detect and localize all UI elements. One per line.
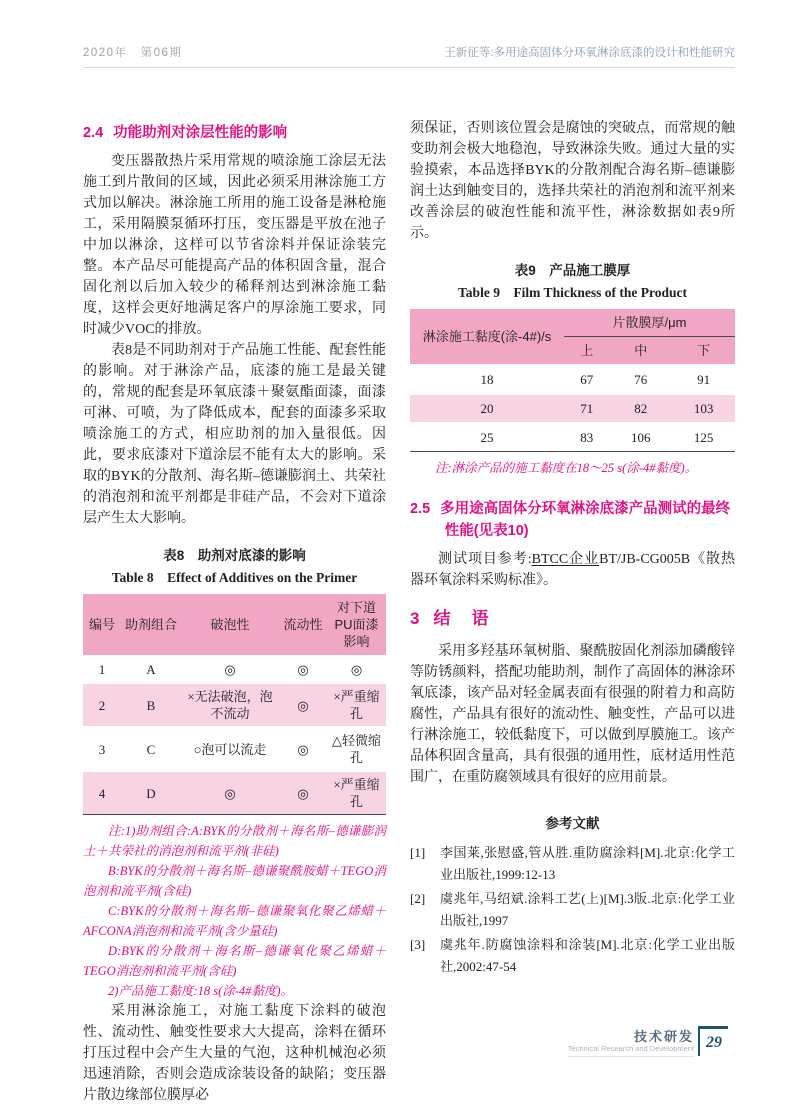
table-row [83,727,386,771]
table9-subheader-cell: 中 [609,337,672,366]
page-footer [568,1026,728,1057]
table-cell: 91 [672,365,735,394]
issue-label: 2020年 第06期 [83,47,183,59]
section-number: 3 [410,609,422,628]
table9-caption-en: Table 9 Film Thickness of the Product [458,285,687,300]
section-number: 2.5 [410,501,431,517]
page-number-box [698,1026,728,1056]
table-row [83,771,386,815]
table-cell: 67 [564,365,609,394]
table-row [410,423,735,452]
table-cell: ◎ [279,683,327,727]
table8-header-cell: 助剂组合 [121,594,181,656]
section-2-4-heading [83,122,386,144]
section-title: 结 语 [433,609,491,628]
table9-subheader-cell: 下 [672,337,735,366]
table-cell: ◎ [279,656,327,683]
section-3-heading [410,607,735,631]
table-note-line: B:BYK的分散剂＋海名斯–德谦聚酰胺蜡＋TEGO消泡剂和流平剂(含硅) [83,864,386,898]
reference-text: 虞兆年.防腐蚀涂料和涂装[M].北京:化学工业出版社,2002:47-54 [440,937,735,974]
reference-text: 虞兆年,马绍斌.涂料工艺(上)[M].3版.北京:化学工业出版社,1997 [440,891,735,928]
footer-label-zh: 技术研发 [633,1029,694,1044]
left-column [83,118,386,1106]
table-cell: ◎ [181,771,279,815]
paragraph: 采用淋涂施工，对施工黏度下涂料的破泡性、流动性、触变性要求大大提高，涂料在循环打压过程中会产生大量的气泡，这种机械泡必须迅速消除，否则会造成涂装设备的缺陷；变压器片散边缘部位膜厚必 [83,1004,386,1103]
table-cell: D [121,771,181,815]
paragraph: 须保证，否则该位置会是腐蚀的突破点，而常规的触变助剂会极大地稳泡，导致淋涂失败。通过大量的实验摸索，本品选择BYK的分散剂配合海名斯–德谦膨润土达到触变目的，选择共荣社的消泡剂和流平剂来改善涂层的破泡性能和流平性，淋涂数据如表9所示。 [410,121,735,241]
table-cell: ◎ [279,727,327,771]
table-cell: 18 [410,365,564,394]
section-title: 功能助剂对涂层性能的影响 [113,125,288,141]
table9-group-header: 片散膜厚/μm [564,309,735,337]
table-cell: ○泡可以流走 [181,727,279,771]
underlined-text: BTCC企业 [531,552,600,567]
table8-header-cell: 对下道PU面漆影响 [327,594,386,656]
page-header [83,44,735,68]
table-cell: 71 [564,394,609,423]
references-title: 参考文献 [545,816,600,831]
table-cell: ×严重缩孔 [327,771,386,815]
table-cell: 125 [672,423,735,452]
reference-item [410,934,735,978]
section-number: 2.4 [83,125,104,141]
table-cell: ◎ [279,771,327,815]
text-run: BT/JB-CG005B《散热器环氧涂料采购标准》。 [410,552,736,588]
table8-caption-en: Table 8 Effect of Additives on the Primer [111,570,358,585]
table-cell: 83 [564,423,609,452]
table9-note: 注:淋涂产品的施工黏度在18～25 s(涂-4#黏度)。 [435,461,698,475]
table-cell: ◎ [327,656,386,683]
table-cell: 2 [83,683,121,727]
paragraph [410,549,735,591]
table-cell: 3 [83,727,121,771]
reference-number: [3] [410,937,426,952]
table-cell: 106 [609,423,672,452]
table-row [83,656,386,683]
table-cell: ×无法破泡，泡不流动 [181,683,279,727]
page-number: 29 [706,1033,722,1051]
text-run: 测试项目参考: [438,552,532,567]
right-column [410,118,735,1106]
table-cell: C [121,727,181,771]
table-cell: 82 [609,394,672,423]
table-note-line: D:BYK的分散剂＋海名斯–德谦氧化聚乙烯蜡＋TEGO消泡剂和流平剂(含硅) [83,944,386,978]
footer-section-label [568,1029,694,1057]
table-row [83,683,386,727]
conclusion-paragraph: 采用多羟基环氧树脂、聚酰胺固化剂添加磷酸锌等防锈颜料，搭配功能助剂，制作了高固体的淋涂环氧底漆，该产品对轻金属表面有很强的附着力和高防腐性，产品具有很好的流动性、触变性，产品可以进行淋涂施工，较低黏度下，可以做到厚膜施工。该产品体积固含量高，具有很强的通用性，底材适用性范围广，在重防腐领域具有很好的应用前景。 [410,644,735,785]
section-2-5-heading [410,498,735,542]
table9 [410,309,735,452]
footer-label-en: Technical Research and Development [567,1044,694,1053]
table-cell: 25 [410,423,564,452]
table-cell: 103 [672,394,735,423]
paragraph: 表8是不同助剂对于产品施工性能、配套性能的影响。对于淋涂产品，底漆的施工是最关键的，常规的配套是环氧底漆＋聚氨酯面漆，面漆可淋、可喷，为了降低成本，配套的面漆多采取喷涂施工的方式，相应助剂的加入量很低。因此，要求底漆对下道涂层不能有太大的影响。采取的BYK的分散剂、海名斯–德谦膨润土、共荣社的消泡剂和流平剂都是非硅产品，不会对下道涂层产生太大影响。 [83,343,386,526]
reference-number: [1] [410,845,426,860]
table-cell: ×严重缩孔 [327,683,386,727]
reference-item [410,842,735,886]
table-note-line: 2)产品施工黏度:18 s(涂-4#黏度)。 [108,984,294,998]
content-area [83,118,735,1106]
table-cell: 4 [83,771,121,815]
table-cell: 76 [609,365,672,394]
table-cell: B [121,683,181,727]
table8-header-row [83,594,386,656]
table8 [83,594,386,815]
table-cell: 20 [410,394,564,423]
reference-text: 李国莱,张慰盛,管从胜.重防腐涂料[M].北京:化学工业出版社,1999:12-13 [440,845,735,882]
table-row [410,394,735,423]
section-title: 多用途高固体分环氧淋涂底漆产品测试的最终性能(见表10) [440,501,731,539]
running-title: 王新征等:多用途高固体分环氧淋涂底漆的设计和性能研究 [444,47,735,59]
reference-number: [2] [410,891,426,906]
reference-item [410,888,735,932]
table-row [410,365,735,394]
table-note-line: C:BYK的分散剂＋海名斯–德谦聚氧化聚乙烯蜡＋AFCONA消泡剂和流平剂(含少量硅) [83,904,386,938]
table8-header-cell: 编号 [83,594,121,656]
table8-notes [83,821,386,1001]
table9-header-row [410,309,735,337]
table9-header-cell: 淋涂施工黏度(涂-4#)/s [410,309,564,365]
table8-header-cell: 破泡性 [181,594,279,656]
table-note-line: 注:1)助剂组合:A:BYK的分散剂＋海名斯–德谦膨润土＋共荣社的消泡剂和流平剂(非硅) [83,824,386,858]
paragraph: 变压器散热片采用常规的喷涂施工涂层无法施工到片散间的区域，因此必须采用淋涂施工方式加以解决。淋涂施工所用的施工设备是淋枪施工，采用隔膜泵循环打压，变压器是平放在池子中加以淋涂，这样可以节省涂料并保证涂装完整。本产品尽可能提高产品的体积固含量，混合固化剂以后加入较少的稀释剂达到淋涂施工黏度，这样会更好地满足客户的厚涂施工要求，同时减少VOC的排放。 [83,154,386,337]
table8-caption-zh: 表8 助剂对底漆的影响 [163,548,306,563]
table-cell: 1 [83,656,121,683]
table9-subheader-cell: 上 [564,337,609,366]
table8-header-cell: 流动性 [279,594,327,656]
table-cell: ◎ [181,656,279,683]
table-cell: △轻微缩孔 [327,727,386,771]
table-cell: A [121,656,181,683]
table9-caption-zh: 表9 产品施工膜厚 [514,263,631,278]
